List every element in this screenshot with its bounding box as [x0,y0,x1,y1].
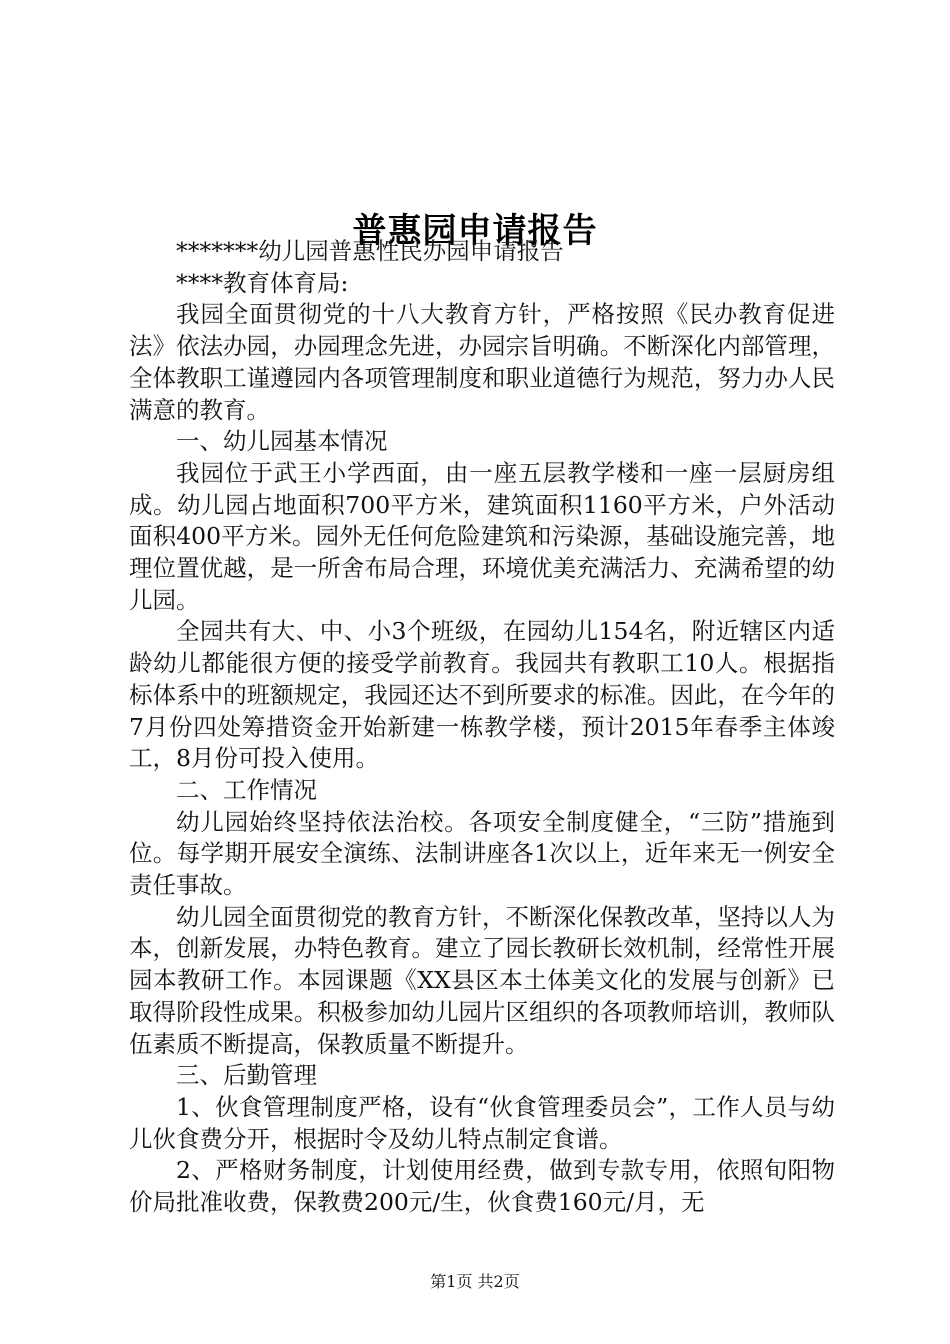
safety-paragraph: 幼儿园始终坚持依法治校。各项安全制度健全，“三防”措施到位。每学期开展安全演练、法制讲座各1次以上，近年来无一例安全责任事故。 [129,807,835,900]
section-heading-work: 二、工作情况 [176,775,317,804]
document-title: 普惠园申请报告 [352,210,598,251]
section-heading-basic-info: 一、幼儿园基本情况 [176,427,388,456]
education-paragraph: 幼儿园全面贯彻党的教育方针，不断深化保教改革，坚持以人为本，创新发展，办特色教育。建立了园长教研长效机制，经常性开展园本教研工作。本园课题《XX县区本土体美文化的发展与创新》已取得阶段性成果。积极参加幼儿园片区组织的各项教师培训，教师队伍素质不断提高，保教质量不断提升。 [129,902,835,1058]
recipient-line: ****教育体育局: [176,268,349,297]
food-management-paragraph: 1、伙食管理制度严格，设有“伙食管理委员会”，工作人员与幼儿伙食费分开，根据时令及幼儿特点制定食谱。 [129,1092,835,1153]
finance-paragraph: 2、严格财务制度，计划使用经费，做到专款专用，依照旬阳物价局批准收费，保教费200元/生，伙食费160元/月，无 [129,1156,835,1217]
document-body [129,236,835,1219]
class-info-paragraph: 全园共有大、中、小3个班级，在园幼儿154名，附近辖区内适龄幼儿都能很方便的接受学前教育。我园共有教职工10人。根据指标体系中的班额规定，我园还达不到所要求的标准。因此，在今年的7月份四处筹措资金开始新建一栋教学楼，预计2015年春季主体竣工，8月份可投入使用。 [129,617,835,773]
section-heading-logistics: 三、后勤管理 [176,1061,317,1090]
page-footer: 第1页 共2页 [430,1272,520,1291]
intro-paragraph: 我园全面贯彻党的十八大教育方针，严格按照《民办教育促进法》依法办园，办园理念先进，办园宗旨明确。不断深化内部管理，全体教职工谨遵园内各项管理制度和职业道德行为规范，努力办人民满意的教育。 [129,300,835,424]
basic-info-paragraph: 我园位于武王小学西面，由一座五层教学楼和一座一层厨房组成。幼儿园占地面积700平方米，建筑面积1160平方米，户外活动面积400平方米。园外无任何危险建筑和污染源，基础设施完善，地理位置优越，是一所舍布局合理，环境优美充满活力、充满希望的幼儿园。 [129,458,835,614]
report-subtitle: *******幼儿园普惠性民办园申请报告 [176,237,564,265]
